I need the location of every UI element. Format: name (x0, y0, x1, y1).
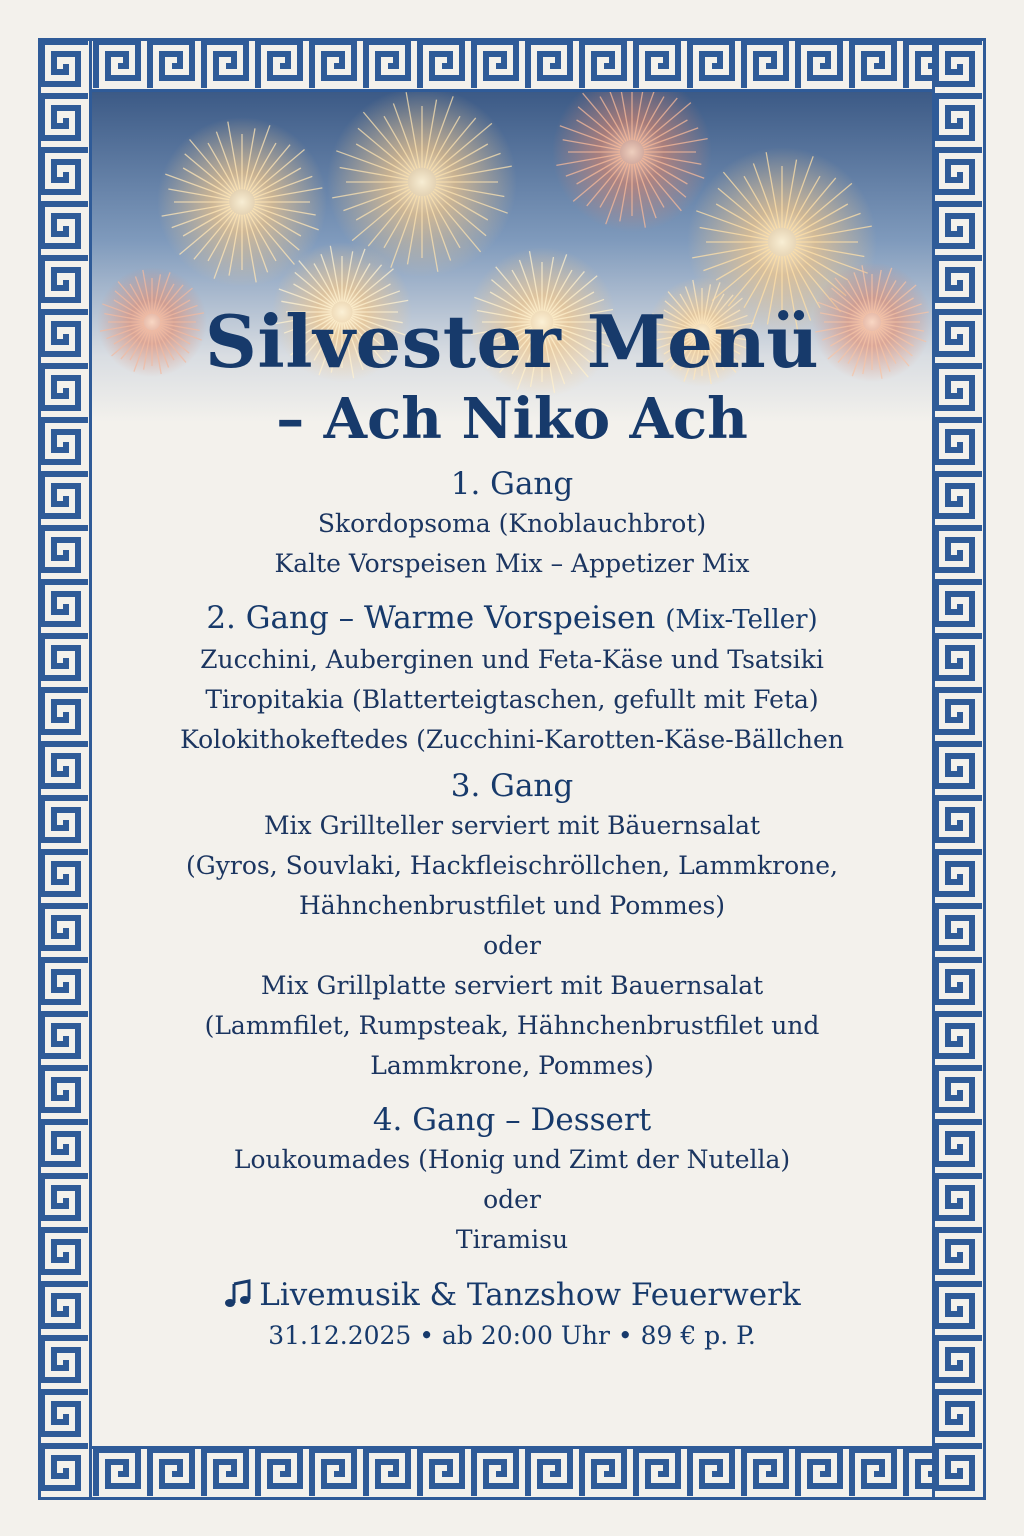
course-item: (Gyros, Souvlaki, Hackfleischröllchen, Lammkrone, (186, 851, 838, 880)
music-note-icon (223, 1279, 253, 1309)
greek-key-border-top (38, 38, 986, 92)
course-item: Kolokithokeftedes (Zucchini-Karotten-Käse-Bällchen (180, 725, 844, 754)
course-4 (92, 1100, 932, 1260)
course-item: (Lammfilet, Rumpsteak, Hähnchenbrustfilet und (204, 1011, 820, 1040)
menu-content (92, 300, 932, 1356)
course-item: Mix Grillplatte serviert mit Bauernsalat (260, 971, 764, 1000)
course-item: Mix Grillteller serviert mit Bäuernsalat (263, 811, 761, 840)
course-item: Tiropitakia (Blatterteigtaschen, gefullt mit Feta) (205, 685, 819, 714)
course-item: oder (483, 1185, 541, 1214)
greek-key-border-bottom (38, 1446, 986, 1500)
course-1-heading: 1. Gang (450, 466, 574, 502)
greek-key-border-left (38, 38, 92, 1500)
course-2-heading: 2. Gang – Warme Vorspeisen (Mix-Teller) (206, 600, 818, 636)
course-2 (92, 598, 932, 760)
course-3-heading: 3. Gang (450, 768, 574, 804)
course-item: Lammkrone, Pommes) (370, 1051, 654, 1080)
menu-subtitle: – Ach Niko Ach (276, 386, 748, 452)
course-3 (92, 766, 932, 1086)
course-item: Kalte Vorspeisen Mix – Appetizer Mix (274, 549, 750, 578)
course-item: Loukoumades (Honig und Zimt der Nutella) (233, 1145, 791, 1174)
greek-key-border-right (932, 38, 986, 1500)
course-item: Skordopsoma (Knoblauchbrot) (317, 509, 707, 538)
course-4-heading: 4. Gang – Dessert (372, 1102, 652, 1138)
course-1 (92, 464, 932, 584)
menu-title: Silvester Menü (204, 299, 820, 384)
event-date-price: 31.12.2025 • ab 20:00 Uhr • 89 € p. P. (268, 1321, 756, 1350)
event-line: Livemusik & Tanzshow Feuerwerk (92, 1274, 932, 1316)
course-item: Zucchini, Auberginen und Feta-Käse und Tsatsiki (200, 645, 824, 674)
course-item: Tiramisu (455, 1225, 569, 1254)
course-item: oder (483, 931, 541, 960)
course-item: Hähnchenbrustfilet und Pommes) (298, 891, 726, 920)
event-info (92, 1274, 932, 1356)
